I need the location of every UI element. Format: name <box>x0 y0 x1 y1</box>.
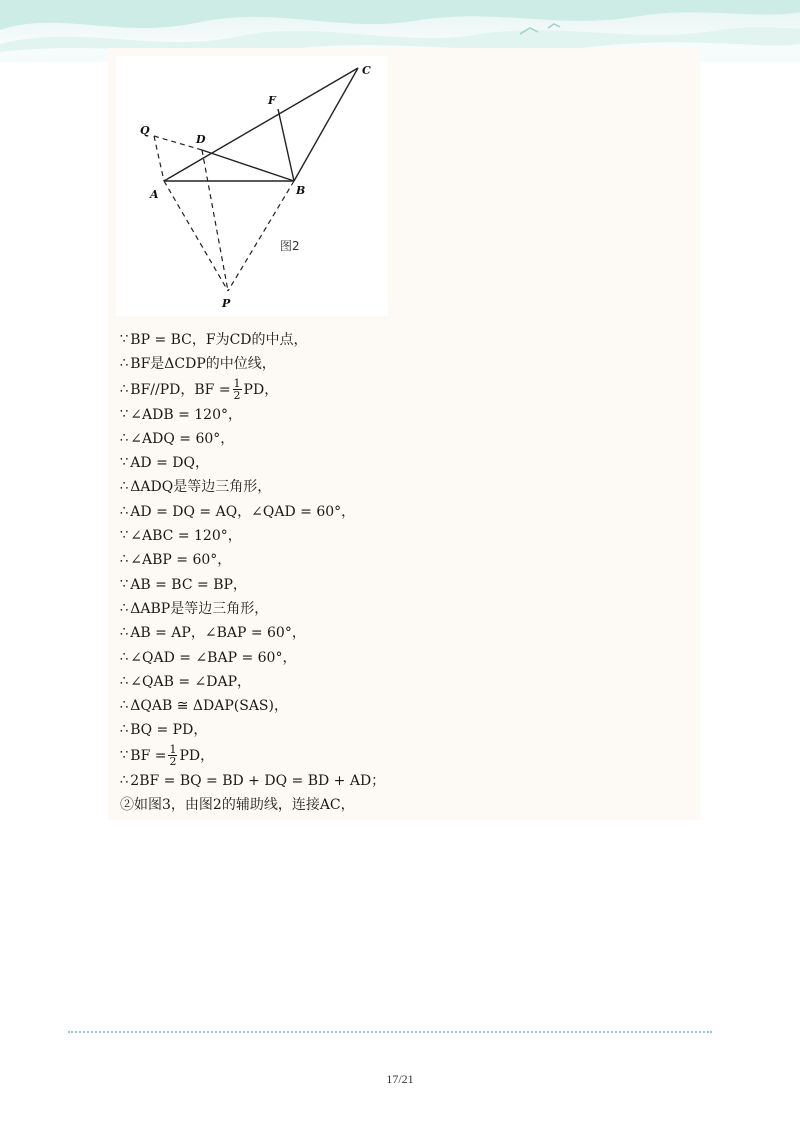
label-F: F <box>268 94 276 107</box>
therefore-symbol: ∴ <box>120 503 129 519</box>
solid-edges <box>164 68 358 181</box>
proof-line <box>120 769 680 793</box>
proof-line-text: ΔADQ是等边三角形， <box>130 479 272 496</box>
proof-line-text: AB = BC = BP， <box>130 576 247 593</box>
fraction-one-half <box>233 378 242 401</box>
proof-line <box>120 500 680 524</box>
proof-line <box>120 548 680 572</box>
edge-DP <box>202 150 228 291</box>
edge-QD <box>154 136 202 150</box>
label-P: P <box>222 297 231 310</box>
proof-line <box>120 743 680 769</box>
proof-line-text-pre: BF = <box>130 747 167 764</box>
proof-line-text-pre: BF//PD，BF = <box>130 381 231 398</box>
figure-caption: 图2 <box>280 239 300 253</box>
figure-2-diagram <box>116 56 388 316</box>
proof-line-text: BP = BC，F为CD的中点， <box>130 332 308 348</box>
dashed-edges <box>154 136 294 291</box>
edge-QA <box>154 136 164 181</box>
label-B: B <box>296 184 306 197</box>
therefore-symbol: ∴ <box>120 381 129 397</box>
proof-line <box>120 573 680 597</box>
proof-line <box>120 646 680 670</box>
label-Q: Q <box>140 124 150 137</box>
because-symbol: ∵ <box>120 332 129 347</box>
because-symbol: ∵ <box>120 455 129 471</box>
label-D: D <box>196 133 206 146</box>
therefore-symbol: ∴ <box>120 673 129 689</box>
proof-line-text: ②如图3，由图2的辅助线，连接AC， <box>120 797 355 814</box>
therefore-symbol: ∴ <box>120 772 129 788</box>
proof-line <box>120 403 680 427</box>
geometry-figure <box>116 56 388 316</box>
therefore-symbol: ∴ <box>120 356 129 372</box>
proof-line <box>120 670 680 694</box>
edge-DB <box>202 150 294 181</box>
proof-line-text: AD = DQ， <box>130 455 209 472</box>
fraction-denominator: 2 <box>233 389 241 403</box>
edge-BP <box>228 181 294 291</box>
because-symbol: ∵ <box>120 406 129 422</box>
label-C: C <box>362 64 371 77</box>
edge-AC <box>164 68 358 181</box>
proof-line-text: BQ = PD， <box>130 722 208 739</box>
therefore-symbol: ∴ <box>120 600 129 616</box>
therefore-symbol: ∴ <box>120 430 129 446</box>
proof-line <box>120 427 680 451</box>
proof-line-text: ∠QAB = ∠DAP， <box>130 673 252 690</box>
fraction-one-half <box>168 744 177 767</box>
proof-line <box>120 597 680 621</box>
because-symbol: ∵ <box>120 747 129 763</box>
therefore-symbol: ∴ <box>120 649 129 665</box>
proof-line-text: ∠QAD = ∠BAP = 60°， <box>130 649 297 666</box>
proof-line <box>120 718 680 742</box>
therefore-symbol: ∴ <box>120 552 129 568</box>
proof-line-text: ∠ADB = 120°， <box>130 406 242 423</box>
because-symbol: ∵ <box>120 576 129 592</box>
therefore-symbol: ∴ <box>120 698 129 714</box>
edge-AP <box>164 181 228 291</box>
proof-line-text: ∠ABC = 120°， <box>130 528 242 545</box>
proof-line-text: ∠ABP = 60°， <box>130 552 232 569</box>
proof-line-text-post: PD， <box>243 381 279 398</box>
fraction-numerator: 1 <box>233 377 241 391</box>
proof-line-text: 2BF = BQ = BD + DQ = BD + AD； <box>130 772 386 789</box>
proof-line <box>120 793 680 817</box>
proof-line <box>120 352 680 376</box>
proof-line-text: AB = AP，∠BAP = 60°， <box>130 625 306 642</box>
proof-line <box>120 451 680 475</box>
edge-BC <box>294 68 358 181</box>
footer-dotted-divider <box>68 1031 712 1033</box>
proof-line-text: AD = DQ = AQ，∠QAD = 60°， <box>130 503 356 520</box>
proof-line-text: ΔABP是等边三角形， <box>130 600 269 617</box>
proof-line <box>120 475 680 499</box>
therefore-symbol: ∴ <box>120 625 129 641</box>
label-A: A <box>150 188 159 201</box>
proof-line <box>120 524 680 548</box>
fraction-numerator: 1 <box>169 743 177 757</box>
page-number: 17/21 <box>386 1072 414 1086</box>
therefore-symbol: ∴ <box>120 722 129 738</box>
fraction-denominator: 2 <box>169 755 177 769</box>
because-symbol: ∵ <box>120 528 129 544</box>
proof-line <box>120 328 680 352</box>
therefore-symbol: ∴ <box>120 479 129 495</box>
proof-line-text: BF是ΔCDP的中位线， <box>130 356 276 373</box>
proof-line-text: ΔQAB ≅ ΔDAP(SAS)， <box>130 698 288 715</box>
edge-FB <box>278 109 294 181</box>
proof-line <box>120 377 680 403</box>
proof-line <box>120 621 680 645</box>
proof-text <box>120 328 680 817</box>
proof-line-text: ∠ADQ = 60°， <box>130 430 235 447</box>
proof-line-text-post: PD， <box>179 747 215 764</box>
proof-line <box>120 694 680 718</box>
